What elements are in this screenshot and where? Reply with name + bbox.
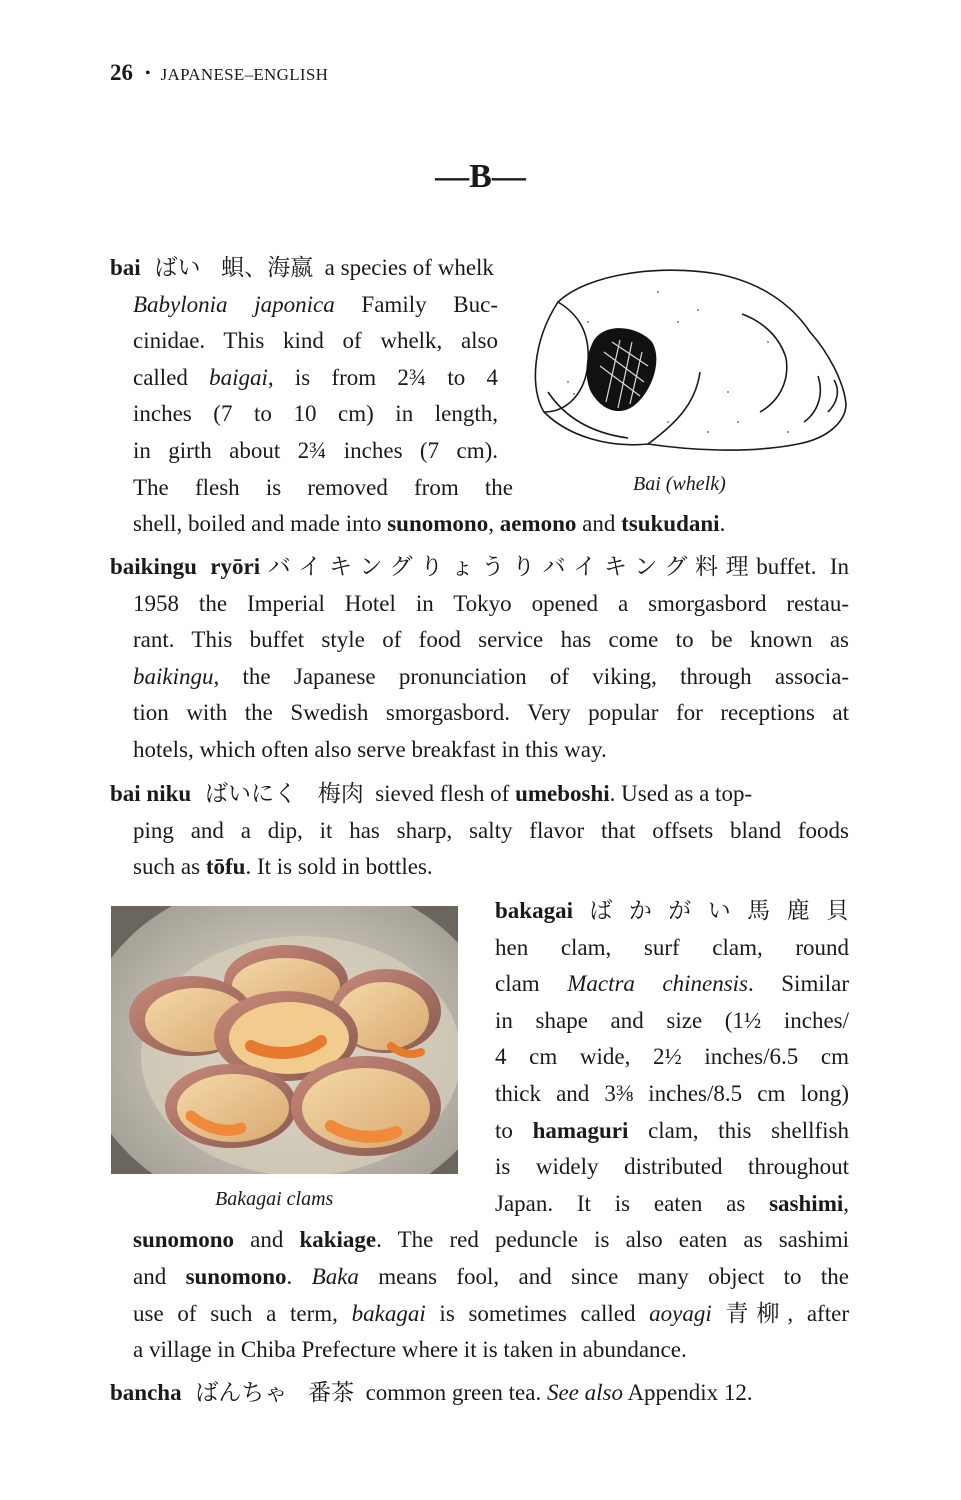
text-line: rant. This buffet style of food service has come to be known as: [133, 627, 849, 653]
whelk-illustration: [528, 262, 850, 458]
cross-ref: hamaguri: [532, 1117, 629, 1143]
definition: buffet. In: [756, 554, 849, 579]
entry-bai-end: [133, 506, 849, 543]
text-line: a village in Chiba Prefecture where it is taken in abundance.: [133, 1337, 687, 1363]
header-bullet: •: [145, 65, 151, 82]
kanji: 蛽、海嬴: [221, 255, 314, 280]
bakagai-clams-photo: [111, 906, 458, 1174]
text: . Used as a top-: [609, 781, 753, 806]
text: shell, boiled and made into: [133, 511, 388, 536]
text-line: in girth about 2¾ inches (7 cm).: [133, 437, 498, 463]
text-line: hen clam, surf clam, round: [495, 934, 849, 960]
text: ,: [488, 511, 500, 536]
headword: baikingu ryōri: [110, 554, 261, 579]
cross-ref: kakiage: [299, 1227, 377, 1253]
section-letter: —B—: [435, 158, 526, 195]
headword: bai niku: [110, 781, 192, 806]
text: 青柳, after: [711, 1300, 849, 1326]
cross-ref: tōfu: [205, 854, 246, 880]
italic-term: Baka: [311, 1263, 359, 1289]
text: clam: [495, 971, 568, 997]
kanji: 梅肉: [317, 781, 364, 806]
running-header: [110, 60, 328, 86]
kanji: 番茶: [308, 1380, 355, 1405]
entry-bakagai-end: [133, 1222, 849, 1368]
cross-ref: aemono: [499, 511, 577, 536]
text: means fool, and since many object to the: [358, 1263, 850, 1289]
cross-ref: tsukudani: [621, 511, 720, 536]
whelk-caption: Bai (whelk): [633, 473, 726, 495]
text: Family Buc-: [334, 291, 498, 317]
entry-bakagai: [495, 893, 849, 1222]
text: is sometimes called: [425, 1300, 650, 1326]
page-number: 26: [110, 60, 133, 85]
italic-term: baigai: [209, 364, 268, 390]
kana: ばんちゃ: [195, 1380, 288, 1405]
text: , is from 2¾ to 4: [267, 364, 498, 390]
headword: bakagai: [495, 898, 573, 923]
header-title: JAPANESE–ENGLISH: [160, 65, 329, 84]
text: Japan. It is eaten as: [495, 1190, 770, 1216]
cross-ref: umeboshi: [515, 781, 610, 806]
text: and: [576, 511, 622, 536]
text-line: in shape and size (1½ inches/: [495, 1007, 849, 1033]
text: and: [133, 1263, 186, 1289]
text: called: [133, 364, 210, 390]
text-line: ping and a dip, it has sharp, salty flavor that offsets bland foods: [133, 817, 849, 843]
text: clam, this shellfish: [628, 1117, 850, 1143]
definition: common green tea.: [365, 1380, 547, 1405]
kana: ばい: [154, 255, 201, 280]
scientific-name: Babylonia japonica: [133, 291, 335, 317]
text: use of such a term,: [133, 1300, 352, 1326]
italic-term: See also: [546, 1380, 623, 1405]
kanji: バイキング料理: [542, 554, 757, 579]
italic-term: bakagai: [351, 1300, 426, 1326]
headword: bai: [110, 255, 141, 280]
scientific-name: Mactra chinensis: [567, 971, 749, 997]
entry-bai-body: [133, 287, 513, 507]
italic-term: baikingu: [133, 663, 214, 689]
text: Appendix 12.: [622, 1380, 753, 1405]
text-line: hotels, which often also serve breakfast in this way.: [133, 736, 607, 762]
text-line: thick and 3⅜ inches/8.5 cm long): [495, 1080, 849, 1106]
cross-ref: sashimi: [769, 1190, 844, 1216]
text: such as: [133, 854, 206, 880]
entry-bai-niku: [110, 776, 849, 813]
text: . It is sold in bottles.: [245, 854, 433, 880]
entry-bai-niku-body: [133, 813, 849, 886]
text: , the Japanese pronunciation of viking, through associa-: [213, 663, 849, 689]
text-line: 4 cm wide, 2½ inches/6.5 cm: [495, 1044, 849, 1070]
kana: ばいにく: [205, 781, 297, 806]
text-line: inches (7 to 10 cm) in length,: [133, 401, 498, 427]
text: .: [719, 511, 726, 536]
text-line: tion with the Swedish smorgasbord. Very popular for receptions at: [133, 700, 849, 726]
entry-baikingu-body: [133, 586, 849, 769]
text-line: cinidae. This kind of whelk, also: [133, 328, 498, 354]
cross-ref: sunomono: [387, 511, 489, 536]
italic-term: aoyagi: [649, 1300, 712, 1326]
definition: sieved flesh of: [375, 781, 516, 806]
text: .: [286, 1263, 312, 1289]
text-line: The flesh is removed from the: [133, 474, 513, 500]
cross-ref: sunomono: [185, 1263, 287, 1289]
entry-baikingu: [110, 549, 849, 586]
text: . Similar: [748, 971, 849, 997]
text: and: [233, 1227, 300, 1253]
headword: bancha: [110, 1380, 182, 1405]
definition: a species of whelk: [324, 255, 494, 280]
text: to: [495, 1117, 533, 1143]
kana: ばかがい: [572, 898, 748, 923]
text: ,: [843, 1190, 849, 1216]
kana: バイキングりょうり: [260, 554, 543, 579]
entry-bancha: [110, 1375, 849, 1412]
entry-bai: [110, 250, 550, 287]
clams-caption: Bakagai clams: [215, 1188, 334, 1210]
kanji: 馬鹿貝: [747, 898, 850, 923]
text-line: 1958 the Imperial Hotel in Tokyo opened a smorgasbord restau-: [133, 590, 849, 616]
cross-ref: sunomono: [133, 1227, 234, 1253]
clams-image: [111, 906, 458, 1174]
text-line: is widely distributed throughout: [495, 1154, 849, 1180]
text: . The red peduncle is also eaten as sashimi: [376, 1227, 849, 1253]
